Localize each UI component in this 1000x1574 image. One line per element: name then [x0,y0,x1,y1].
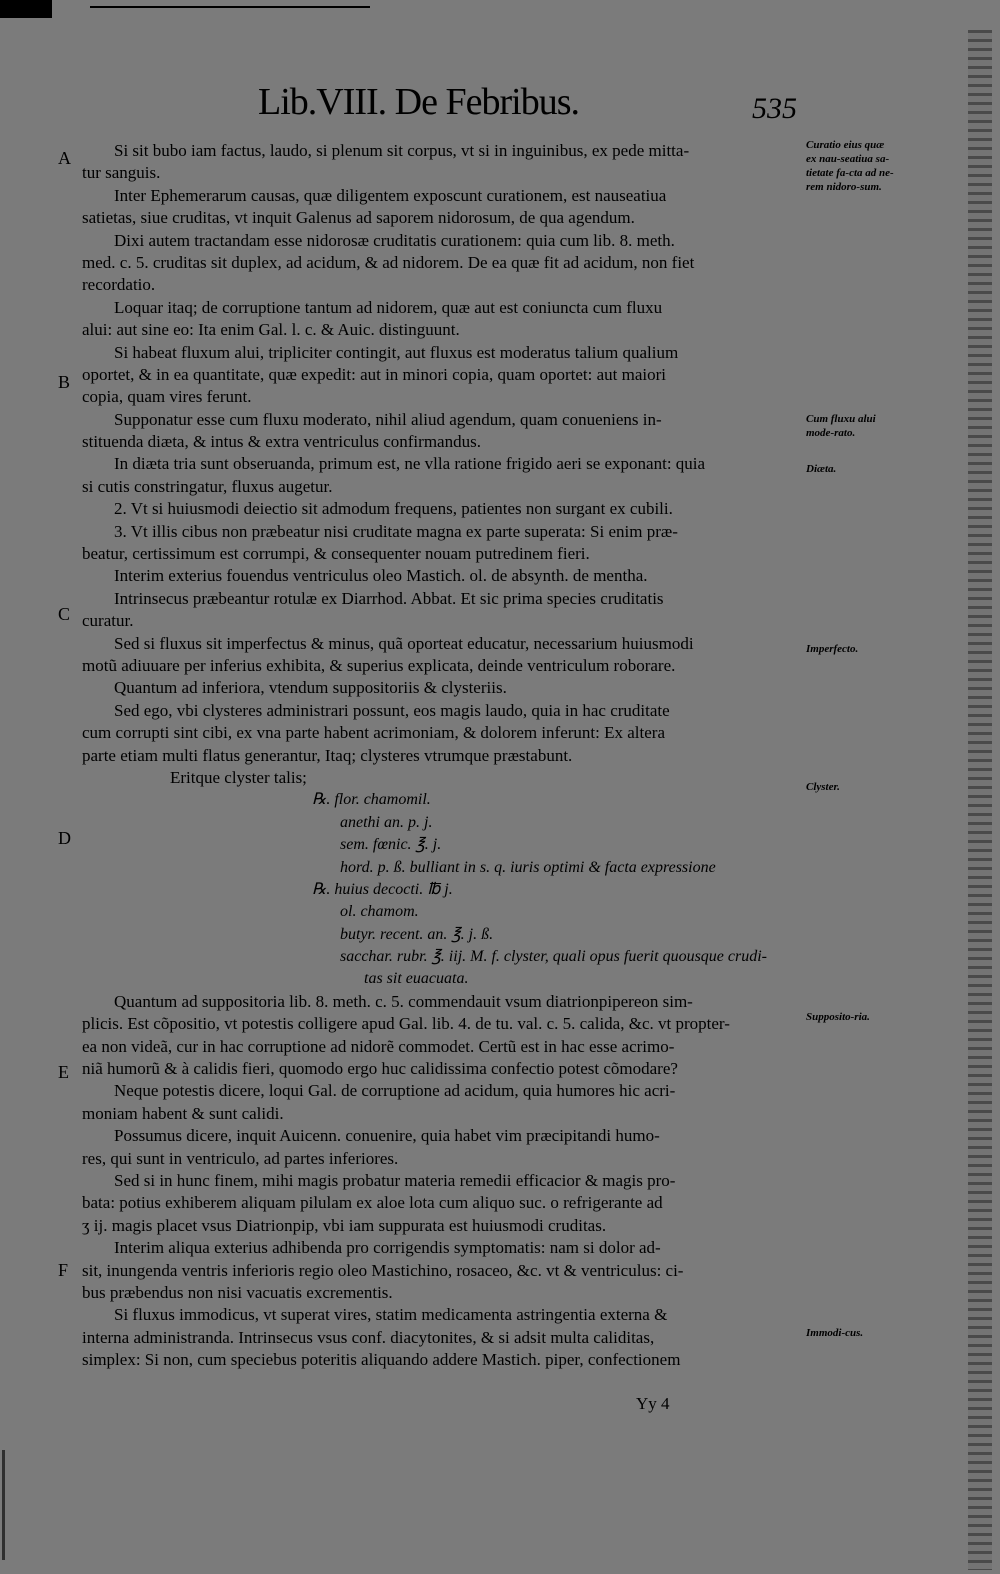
text-line: res, qui sunt in ventriculo, ad partes inferiores. [82,1148,399,1168]
text-line: Si habeat fluxum alui, tripliciter contingit, aut fluxus est moderatus talium qualium [114,342,679,362]
text-line: moniam habent & sunt calidi. [82,1103,284,1123]
text-line: Quantum ad suppositoria lib. 8. meth. c. 5. commendauit vsum diatrionpipereon sim- [114,991,693,1011]
recipe-line: ℞. flor. chamomil. [312,791,431,809]
text-line: si cutis constringatur, fluxus augetur. [82,476,333,496]
text-line: copia, quam vires ferunt. [82,387,252,407]
margin-note: Curatio eius quæ ex nau-seatiua sa-tietate fa-cta ad ne-rem nidoro-sum. [806,139,894,193]
text-line: bus præbendus non nisi vacuatis excrementis. [82,1282,393,1302]
margin-note: Diæta. [806,463,837,475]
text-line: Supponatur esse cum fluxu moderato, nihil aliud agendum, quam conueniens in- [114,409,662,429]
text-line: recordatio. [82,275,156,295]
text-line: tur sanguis. [82,163,161,183]
margin-letter-b: B [58,372,71,392]
text-line: 3. Vt illis cibus non præbeatur nisi cruditate magna ex parte superata: Si enim præ- [114,521,678,541]
text-line: Neque potestis dicere, loqui Gal. de corruptione ad acidum, quia humores hic acri- [114,1081,676,1101]
text-line: ʒ ij. magis placet vsus Diatrionpip, vbi iam suppurata est huiusmodi cruditas. [82,1215,607,1235]
text-line: Si fluxus immodicus, vt superat vires, statim medicamenta astringentia externa & [114,1305,668,1325]
margin-letter-f: F [58,1260,69,1280]
text-line: Interim aliqua exterius adhibenda pro corrigendis symptomatis: nam si dolor ad- [114,1238,661,1258]
margin-letter-e: E [58,1062,69,1082]
text-line: Dixi autem tractandam esse nidorosæ cruditatis curationem: quia cum lib. 8. meth. [114,230,675,250]
text-line: niã humorũ & à calidis fieri, quomodo ergo huc calidissima confectio potest cõmodare? [82,1059,678,1079]
text-line: Intrinsecus præbeantur rotulæ ex Diarrhod. Abbat. Et sic prima species cruditatis [114,588,664,608]
recipe-line: butyr. recent. an. ℥. j. ß. [340,925,494,943]
text-line: Quantum ad inferiora, vtendum suppositoriis & clysteriis. [114,678,507,698]
text-line: alui: aut sine eo: Ita enim Gal. l. c. & Auic. distinguunt. [82,320,460,340]
text-line: Loquar itaq; de corruptione tantum ad nidorem, quæ aut est coniuncta cum fluxu [114,297,663,317]
margin-note: Imperfecto. [806,643,859,655]
scan-top-rule [90,6,370,8]
text-line: interna administranda. Intrinsecus vsus conf. diacytonites, & si adsit multa caliditas, [82,1327,655,1347]
text-line: med. c. 5. cruditas sit duplex, ad acidum, & ad nidorem. De ea quæ fit ad acidum, non fiet [82,252,695,272]
text-line: parte etiam multi flatus generantur, Itaq; clysteres vtrumque præstabunt. [82,745,573,765]
text-line: Eritque clyster talis; [170,767,307,787]
margin-note: Immodi-cus. [806,1327,864,1339]
text-line: Si sit bubo iam factus, laudo, si plenum sit corpus, vt si in inguinibus, ex pede mitta- [114,141,690,160]
text-line: Sed ego, vbi clysteres administrari possunt, eos magis laudo, quia in hac cruditate [114,700,670,720]
text-line: curatur. [82,611,134,631]
text-line: satietas, siue cruditas, vt inquit Galenus ad saporem nidorosum, de qua agendum. [82,208,635,228]
text-line: bata: potius exhiberem aliquam pilulam ex aloe lota cum aliquo suc. o refrigerante ad [82,1193,663,1213]
text-line: motũ adiuuare per inferius exhibita, & superius explicata, deinde ventriculum roborare. [82,655,676,675]
text-line: Sed si fluxus sit imperfectus & minus, quã oporteat educatur, necessarium huiusmodi [114,633,694,653]
recipe-line: tas sit euacuata. [364,970,469,988]
margin-letter-c: C [58,604,71,624]
text-line: 2. Vt si huiusmodi deiectio sit admodum frequens, patientes non surgant ex cubili. [114,499,673,519]
scan-right-edge-artifact [968,30,992,1570]
text-line: cum corrupti sint cibi, ex vna parte habent acrimoniam, & dolorem inferunt: Ex altera [82,723,665,743]
text-line: sit, inungenda ventris inferioris regio oleo Mastichino, rosaceo, &c. vt & ventriculus: ci- [82,1260,684,1280]
margin-note: Clyster. [806,781,840,793]
text-line: Interim exterius fouendus ventriculus oleo Mastich. ol. de absynth. de mentha. [114,566,648,586]
recipe-line: sem. fœnic. ℥. j. [340,836,442,854]
text-line: Sed si in hunc finem, mihi magis probatur materia remedii efficacior & magis pro- [114,1170,676,1190]
text-line: oportet, & in ea quantitate, quæ expedit: aut in minori copia, quam oportet: aut maiori [82,364,666,384]
body-text [82,140,812,1371]
recipe-line: ol. chamom. [340,903,419,921]
text-line: Inter Ephemerarum causas, quæ diligentem exposcunt curationem, est nauseatiua [114,185,667,205]
page-number: 535 [752,92,797,125]
scan-left-edge-artifact [2,1450,5,1560]
recipe-line: ℞. huius decocti. ℔ j. [312,880,453,898]
running-head: Lib.VIII. De Febribus. [258,81,579,123]
margin-note: Cum fluxu alui mode-rato. [806,413,876,439]
signature-mark: Yy 4 [636,1394,670,1413]
text-line: ea non videã, cur in hac corruptione ad nidorẽ commodet. Certũ est in hac esse acrimo- [82,1036,675,1056]
scan-corner-artifact [0,0,52,18]
recipe-line: anethi an. p. j. [340,813,433,831]
text-line: In diæta tria sunt obseruanda, primum est, ne vlla ratione frigido aeri se exponant: quia [114,454,706,474]
text-line: simplex: Si non, cum speciebus poteritis aliquando addere Mastich. piper, confectionem [82,1350,681,1370]
margin-note: Supposito-ria. [806,1011,870,1023]
text-line: stituenda diæta, & intus & extra ventriculus confirmandus. [82,432,481,452]
text-line: plicis. Est cõpositio, vt potestis colligere apud Gal. lib. 4. de tu. val. c. 5. calida, &c. vt propter- [82,1014,730,1034]
margin-letter-a: A [58,148,71,168]
recipe-line: hord. p. ß. bulliant in s. q. iuris optimi & facta expressione [340,858,716,876]
margin-letter-d: D [58,828,71,848]
text-line: beatur, certissimum est corrumpi, & consequenter nouam putredinem fieri. [82,544,590,564]
recipe-line: sacchar. rubr. ℥. iij. M. f. clyster, quali opus fuerit quousque crudi- [340,948,767,966]
text-line: Possumus dicere, inquit Auicenn. conuenire, quia habet vim præcipitandi humo- [114,1126,660,1146]
